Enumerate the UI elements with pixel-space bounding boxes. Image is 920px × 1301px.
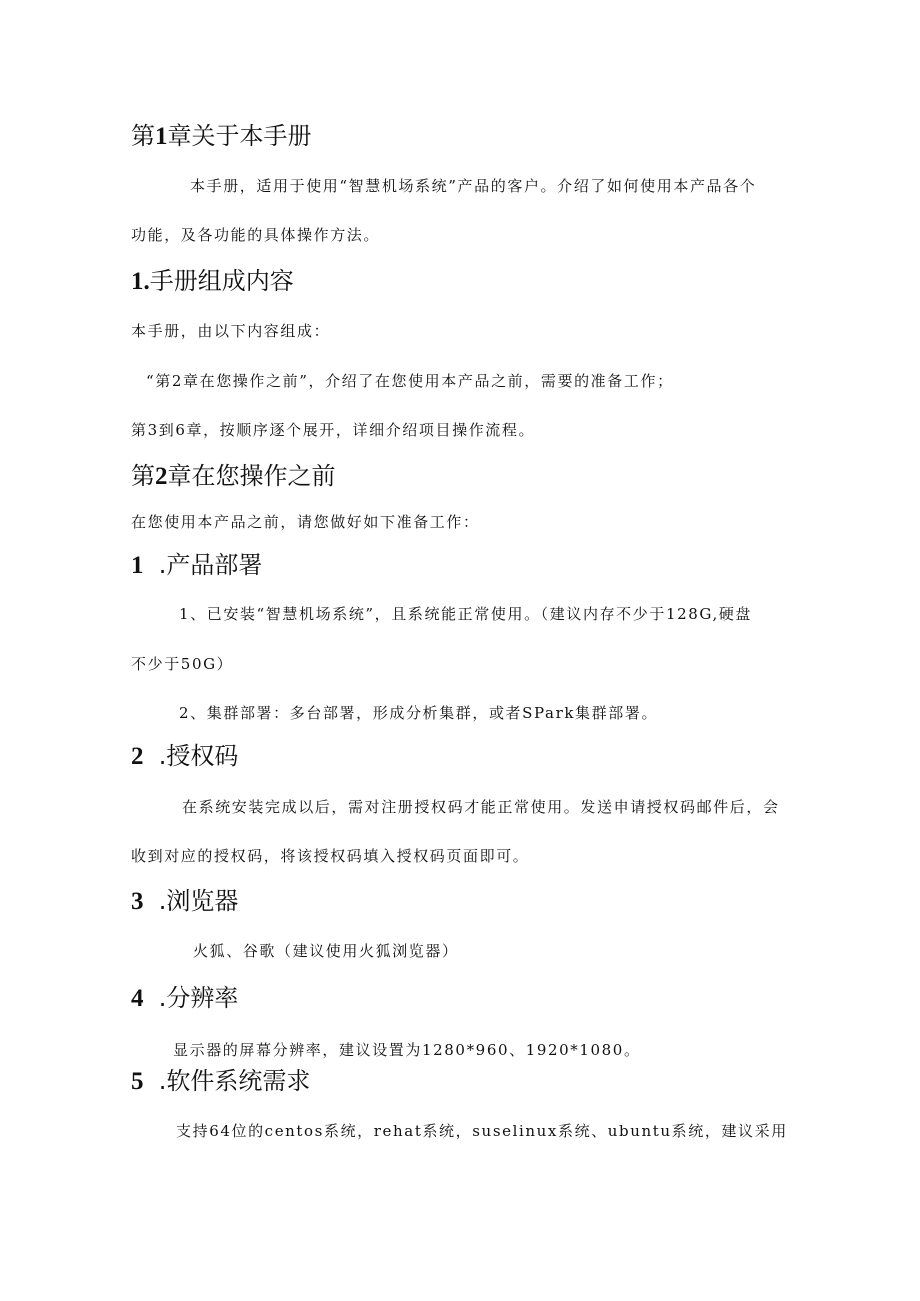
product-deploy-line3: 2、集群部署：多台部署，形成分析集群，或者SPark集群部署。	[179, 704, 659, 722]
section-browser-title	[131, 886, 238, 917]
chapter-1-intro-line1: 本手册，适用于使用“智慧机场系统”产品的客户。介绍了如何使用本产品各个	[190, 177, 757, 195]
chapter-1-title-post: 章关于本手册	[167, 122, 312, 150]
section-number: 5	[131, 1068, 144, 1095]
chapter-2-title-post: 章在您操作之前	[167, 462, 336, 490]
section-number: 2	[131, 743, 144, 770]
software-requirements-line1: 支持64位的centos系统，rehat系统，suselinux系统、ubuntu系统，建议采用	[176, 1122, 788, 1140]
chapter-2-intro: 在您使用本产品之前，请您做好如下准备工作：	[131, 513, 480, 531]
section-number: 4	[131, 985, 144, 1012]
section-number: 3	[131, 888, 144, 915]
chapter-1-title	[131, 121, 312, 152]
section-product-deploy-title	[131, 550, 262, 581]
section-resolution-title	[131, 983, 238, 1014]
manual-contents-line2: “第2章在您操作之前”，介绍了在您使用本产品之前，需要的准备工作；	[146, 372, 674, 390]
chapter-2-title-pre: 第	[131, 462, 155, 490]
section-title-text: .软件系统需求	[158, 1067, 311, 1095]
section-title-text: .分辨率	[158, 984, 239, 1012]
section-title-text: .授权码	[158, 742, 239, 770]
product-deploy-line1: 1、已安装“智慧机场系统”，且系统能正常使用。（建议内存不少于128G,硬盘	[179, 605, 753, 623]
chapter-2-title-num: 2	[155, 463, 168, 490]
resolution-line1: 显示器的屏幕分辨率，建议设置为1280*960、1920*1080。	[173, 1041, 641, 1059]
chapter-1-intro-line2: 功能，及各功能的具体操作方法。	[131, 226, 381, 244]
chapter-2-title	[131, 461, 336, 492]
product-deploy-line2: 不少于50G）	[131, 655, 234, 673]
chapter-1-title-num: 1	[155, 123, 168, 150]
section-license-code-title	[131, 741, 238, 772]
manual-contents-line1: 本手册，由以下内容组成：	[131, 322, 331, 340]
chapter-1-title-pre: 第	[131, 122, 155, 150]
section-title-text: .浏览器	[158, 887, 239, 915]
license-code-line1: 在系统安装完成以后，需对注册授权码才能正常使用。发送申请授权码邮件后，会	[182, 798, 780, 816]
browser-line1: 火狐、谷歌（建议使用火狐浏览器）	[193, 942, 459, 960]
section-manual-contents-title	[131, 266, 294, 297]
section-number: 1	[131, 552, 144, 579]
section-software-requirements-title	[131, 1066, 310, 1097]
section-title-text: 手册组成内容	[149, 267, 294, 295]
section-title-text: .产品部署	[158, 551, 263, 579]
license-code-line2: 收到对应的授权码，将该授权码填入授权码页面即可。	[131, 847, 530, 865]
section-number: 1.	[131, 268, 150, 295]
manual-contents-line3: 第3到6章，按顺序逐个展开，详细介绍项目操作流程。	[131, 421, 536, 439]
